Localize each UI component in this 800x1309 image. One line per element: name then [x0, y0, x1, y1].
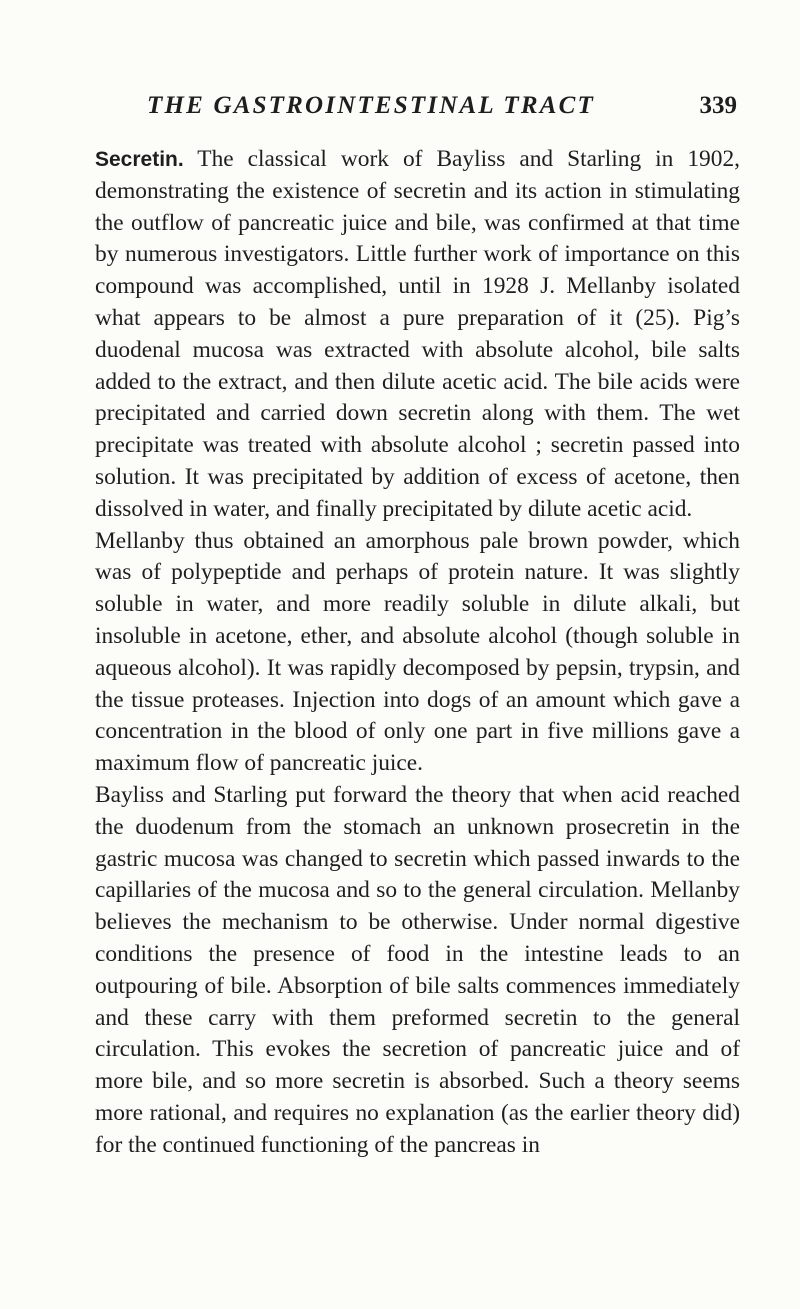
paragraph-bayliss-starling-theory: Bayliss and Starling put forward the theory that when acid reached the duodenum from the stomach an unknown prosecretin in the gastric mucosa was changed to secretin which passed inwards to the capillaries of the mucosa and so to the general circulation. Mellanby believes the mechanism to be otherwise. Under normal digestive conditions the presence of food in the intestine leads to an outpouring of bile. Absorption of bile salts commences immediately and these carry with them preformed secretin to the general circulation. This evokes the secretion of pancreatic juice and of more bile, and so more secretin is absorbed. Such a theory seems more rational, and requires no explanation (as the earlier theory did) for the continued functioning of the pancreas in — [95, 781, 740, 1158]
page-number: 339 — [699, 92, 737, 119]
running-title: THE GASTROINTESTINAL TRACT — [147, 92, 595, 119]
book-page — [95, 92, 740, 1162]
paragraph-text: The classical work of Bayliss and Starling in 1902, demonstrating the existence of secretin and its action in stimulating the outflow of pancreatic juice and bile, was confirmed at that time by numerous investigators. Little further work of importance on this compound was accomplished, until in 1928 J. Mellanby isolated what appears to be almost a pure preparation of it (25). Pig’s duodenal mucosa was extracted with absolute alcohol, bile salts added to the extract, and then dilute acetic acid. The bile acids were precipitated and carried down secretin along with them. The wet precipitate was treated with absolute alcohol ; secretin passed into solution. It was precipitated by addition of excess of acetone, then dissolved in water, and finally precipitated by dilute acetic acid. — [95, 146, 740, 522]
section-heading: Secretin. — [95, 148, 184, 171]
paragraph-mellanby-powder: Mellanby thus obtained an amorphous pale brown powder, which was of polypeptide and perhaps of protein nature. It was slightly soluble in water, and more readily soluble in dilute alkali, but insoluble in acetone, ether, and absolute alcohol (though soluble in aqueous alcohol). It was rapidly decomposed by pepsin, trypsin, and the tissue proteases. Injection into dogs of an amount which gave a concentration in the blood of only one part in five millions gave a maximum flow of pancreatic juice. — [95, 527, 740, 777]
paragraph-secretin-history — [95, 144, 740, 526]
text-body — [95, 144, 740, 1162]
running-head — [95, 92, 740, 126]
